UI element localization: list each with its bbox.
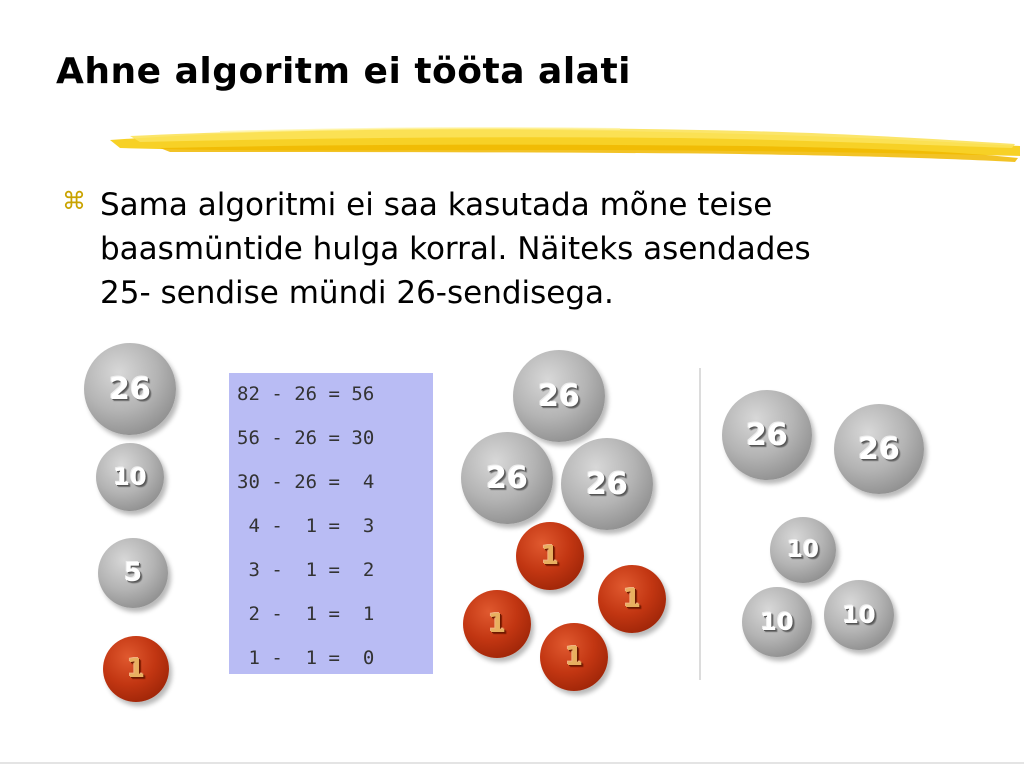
optimal-coin-10-b: 10: [742, 587, 812, 657]
calc-line-1: 82 - 26 = 56: [237, 383, 375, 405]
calc-line-5: 3 - 1 = 2: [237, 559, 375, 581]
coin-10: 10: [96, 443, 164, 511]
coin-5: 5: [98, 538, 168, 608]
greedy-coin-1-c: 1: [463, 590, 531, 658]
vertical-divider: [699, 368, 701, 680]
greedy-coin-26-left: 26: [461, 432, 553, 524]
calc-line-2: 56 - 26 = 30: [237, 427, 375, 449]
highlighter-stroke-decoration: [100, 118, 1024, 168]
coin-26: 26: [84, 343, 176, 435]
greedy-coin-1-d: 1: [540, 623, 608, 691]
calc-line-4: 4 - 1 = 3: [237, 515, 375, 537]
bullet-point: [62, 183, 962, 315]
bullet-line-3: 25- sendise mündi 26-sendisega.: [100, 275, 614, 311]
optimal-coin-26-a: 26: [722, 390, 812, 480]
bullet-line-1: Sama algoritmi ei saa kasutada mõne teise: [100, 187, 773, 223]
slide-title: Ahne algoritm ei tööta alati: [56, 51, 632, 92]
bottom-rule: [0, 762, 1024, 764]
optimal-coin-10-a: 10: [770, 517, 836, 583]
greedy-coin-26-top: 26: [513, 350, 605, 442]
calc-line-7: 1 - 1 = 0: [237, 647, 375, 669]
optimal-coin-10-c: 10: [824, 580, 894, 650]
optimal-coin-26-b: 26: [834, 404, 924, 494]
calc-line-3: 30 - 26 = 4: [237, 471, 375, 493]
greedy-coin-1-b: 1: [598, 565, 666, 633]
command-key-icon: ⌘: [62, 187, 86, 215]
coin-1: 1: [103, 636, 169, 702]
bullet-line-2: baasmüntide hulga korral. Näiteks asendades: [100, 231, 811, 267]
calc-line-6: 2 - 1 = 1: [237, 603, 375, 625]
greedy-calculation-box: [229, 373, 433, 674]
greedy-coin-1-a: 1: [516, 522, 584, 590]
greedy-coin-26-right: 26: [561, 438, 653, 530]
bullet-text: [100, 183, 962, 315]
